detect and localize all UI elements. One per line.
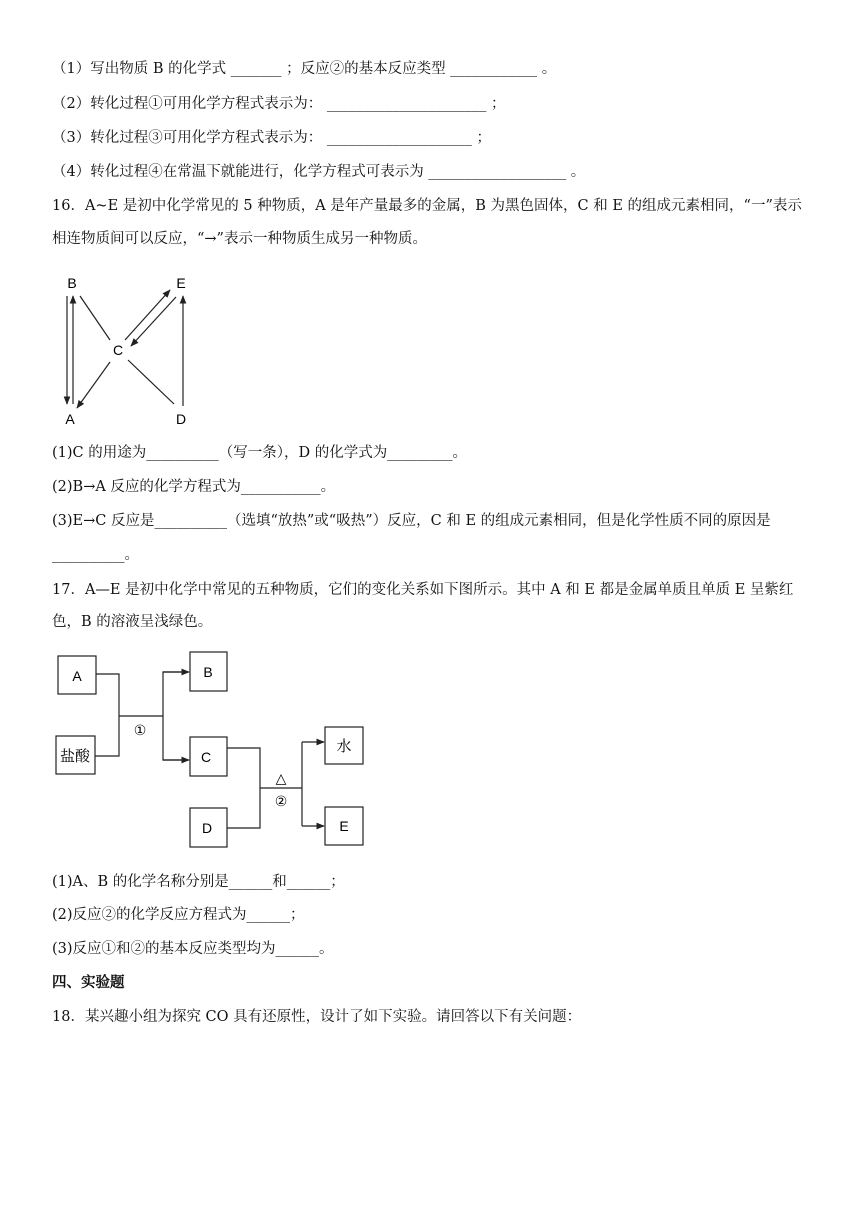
q17-stem-line1: 17．A—E 是初中化学中常见的五种物质，它们的变化关系如下图所示。其中 A 和 E 都是金属单质且单质 E 呈紫红: [52, 582, 794, 598]
node-b: B: [67, 275, 77, 291]
q16-part2: (2)B→A 反应的化学方程式为___________。: [52, 479, 336, 495]
label-reaction1: ①: [133, 722, 147, 738]
label-heat: △: [275, 770, 287, 786]
q16-part3-cont: __________。: [52, 547, 139, 563]
node-d: D: [175, 411, 187, 427]
connector-a: [95, 674, 119, 756]
arrow-c-a: [77, 362, 110, 408]
label-a: A: [72, 668, 82, 684]
q17-part1: (1)A、B 的化学名称分别是______和______；: [52, 874, 345, 890]
label-water: 水: [336, 738, 352, 755]
q16-part1: (1)C 的用途为__________（写一条），D 的化学式为_________。: [52, 445, 467, 461]
connector-cd: [227, 748, 260, 828]
q17-stem-line2: 色，B 的溶液呈浅绿色。: [52, 614, 213, 630]
q15-part2: （2）转化过程①可用化学方程式表示为： ______________________ ；: [52, 96, 506, 112]
arrow-c-e: [125, 290, 170, 340]
q15-part3: （3）转化过程③可用化学方程式表示为： ____________________ ；: [52, 130, 491, 146]
q16-part3: (3)E→C 反应是__________（选填“放热”或“吸热”）反应，C 和 E 的组成元素相同，但是化学性质不同的原因是: [52, 513, 771, 529]
section-heading: 四、实验题: [52, 975, 125, 991]
q16-relation-diagram: [52, 268, 212, 430]
line-c-d: [128, 360, 174, 404]
q15-part1: （1）写出物质 B 的化学式 _______ ；反应②的基本反应类型 ____________ 。: [52, 61, 557, 77]
node-a: A: [65, 411, 75, 427]
arrow-e-c: [131, 297, 176, 346]
q17-part2: (2)反应②的化学反应方程式为______；: [52, 907, 305, 923]
label-e: E: [339, 818, 349, 834]
label-c: C: [200, 749, 212, 765]
label-d: D: [201, 820, 213, 836]
reaction1-split: [163, 672, 187, 760]
label-acid: 盐酸: [59, 748, 91, 765]
q17-part3: (3)反应①和②的基本反应类型均为______。: [52, 941, 334, 957]
label-b: B: [203, 664, 213, 680]
q16-stem-line2: 相连物质间可以反应，“→”表示一种物质生成另一种物质。: [52, 231, 427, 247]
line-b-c: [80, 296, 110, 340]
node-c: C: [112, 342, 124, 358]
q16-stem-line1: 16．A~E 是初中化学常见的 5 种物质，A 是年产量最多的金属，B 为黑色固体，C 和 E 的组成元素相同，“一”表示: [52, 198, 802, 214]
label-reaction2: ②: [274, 793, 288, 809]
node-e: E: [176, 275, 186, 291]
q15-part4: （4）转化过程④在常温下就能进行，化学方程式可表示为 ___________________ 。: [52, 164, 586, 180]
q17-flow-diagram: [52, 648, 372, 854]
q18-stem: 18．某兴趣小组为探究 CO 具有还原性，设计了如下实验。请回答以下有关问题：: [52, 1009, 582, 1025]
